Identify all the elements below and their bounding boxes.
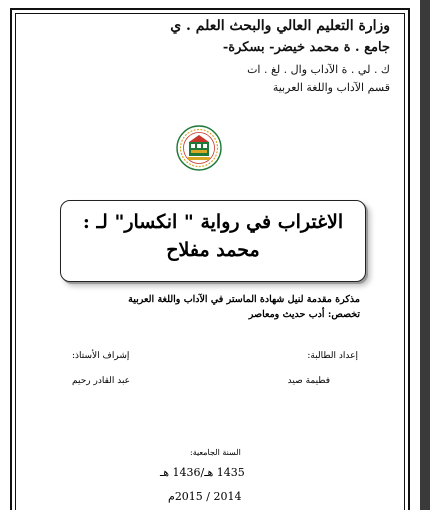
- ministry-name: وزارة التعليم العالي والبحث العلم . ي: [170, 18, 390, 34]
- memo-purpose: مذكرة مقدمة لنيل شهادة الماستر في الآداب واللغة العربية: [128, 294, 360, 305]
- department-name: قسم الآداب واللغة العربية: [272, 80, 390, 94]
- memo-specialty: تخصص: أدب حديث ومعاصر: [248, 309, 360, 321]
- thesis-title-line2: محمد مفلاح: [166, 239, 260, 261]
- academic-year-hijri: 1435 هـ/1436 هـ: [160, 466, 245, 479]
- supervisor-name: عبد القادر رحيم: [72, 376, 131, 386]
- academic-year-gregorian: 2014 / 2015م: [168, 490, 242, 503]
- student-name: فطيمة صيد: [287, 376, 330, 386]
- faculty-name: ك . لي . ة الآداب وال . لغ . ات: [247, 62, 390, 76]
- student-label: إعداد الطالبة:: [307, 351, 358, 361]
- institution-header: [30, 18, 390, 94]
- thesis-title-line1: الاغتراب في رواية " انكسار" لـ :: [82, 211, 344, 233]
- university-name: جامع . ة محمد خيضر- بسكرة-: [222, 39, 390, 55]
- university-emblem-icon: [176, 124, 222, 172]
- memo-description: [60, 292, 360, 322]
- thesis-title-box: [60, 200, 366, 282]
- supervisor-label: إشراف الأستاذ:: [72, 351, 130, 361]
- academic-year-label: السنة الجامعية:: [190, 448, 241, 457]
